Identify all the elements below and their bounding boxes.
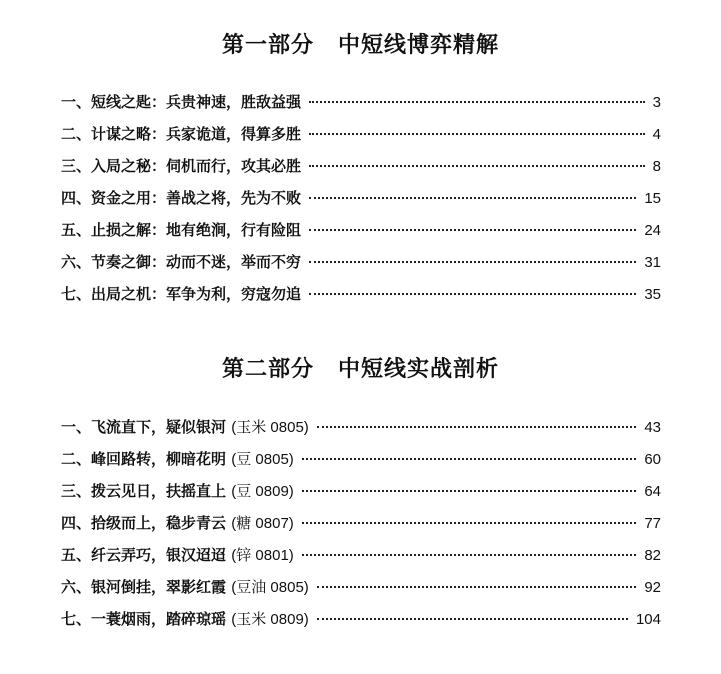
toc-entry-code: (豆 0809) [231, 483, 294, 500]
toc-entry[interactable] [61, 155, 661, 187]
part2-title: 中短线实战剖析 [338, 357, 500, 382]
toc-entry-title: 四、拾级而上，稳步青云 [61, 514, 227, 532]
toc-entry-page: 43 [644, 419, 661, 436]
toc-entry-label [61, 416, 309, 437]
leader-dots [317, 586, 637, 588]
toc-entry-label [61, 480, 294, 501]
part1-title: 中短线博弈精解 [338, 33, 500, 58]
toc-entry-title: 五、纤云弄巧，银汉迢迢 [61, 546, 227, 564]
toc-entry[interactable] [61, 544, 661, 576]
toc-entry-code: (锌 0801) [231, 547, 294, 564]
toc-entry-page: 92 [644, 579, 661, 596]
toc-entry-label: 七、出局之机：军争为利，穷寇勿追 [61, 285, 302, 303]
toc-entry-label [61, 608, 309, 629]
toc-entry[interactable] [61, 576, 661, 608]
toc-entry-title: 六、银河倒挂，翠影红霞 [61, 578, 227, 596]
toc-entry[interactable] [61, 416, 661, 448]
toc-entry[interactable] [61, 123, 661, 155]
toc-entry-page: 104 [635, 611, 661, 628]
leader-dots [309, 165, 645, 167]
part2-heading [0, 352, 721, 383]
toc-entry-label [61, 448, 294, 469]
toc-entry-title: 七、一蓑烟雨，踏碎琼瑶 [61, 610, 227, 628]
toc-entry-page: 15 [644, 190, 661, 207]
leader-dots [302, 490, 637, 492]
toc-entry-page: 82 [644, 547, 661, 564]
part1-heading [0, 28, 721, 59]
toc-entry-label [61, 544, 294, 565]
part1-label: 第一部分 [221, 33, 314, 58]
toc-entry-label [61, 576, 309, 597]
toc-entry-page: 31 [644, 254, 661, 271]
leader-dots [309, 229, 636, 231]
toc-entry-label: 五、止损之解：地有绝涧，行有险阻 [61, 221, 302, 239]
toc-entry-title: 三、拨云见日，扶摇直上 [61, 482, 227, 500]
toc-entry-label: 四、资金之用：善战之将，先为不败 [61, 189, 302, 207]
toc-entry-page: 4 [652, 126, 661, 143]
toc-entry[interactable] [61, 187, 661, 219]
toc-entry[interactable] [61, 448, 661, 480]
toc-entry-page: 8 [652, 158, 661, 175]
toc-entry[interactable] [61, 512, 661, 544]
toc-entry-title: 一、飞流直下，疑似银河 [61, 418, 227, 436]
toc-entry-page: 60 [644, 451, 661, 468]
toc-entry-page: 3 [652, 94, 661, 111]
toc-entry-title: 二、峰回路转，柳暗花明 [61, 450, 227, 468]
leader-dots [309, 261, 636, 263]
toc-entry[interactable] [61, 608, 661, 640]
toc-entry-label: 六、节奏之御：动而不迷，举而不穷 [61, 253, 302, 271]
toc-entry-code: (豆 0805) [231, 451, 294, 468]
toc-entry-page: 64 [644, 483, 661, 500]
leader-dots [309, 133, 645, 135]
toc-entry-label: 一、短线之匙：兵贵神速，胜敌益强 [61, 93, 302, 111]
leader-dots [317, 426, 637, 428]
leader-dots [302, 522, 637, 524]
leader-dots [302, 458, 637, 460]
leader-dots [302, 554, 637, 556]
toc-entry-code: (玉米 0809) [231, 611, 309, 628]
toc-entry-label: 二、计谋之略：兵家诡道，得算多胜 [61, 125, 302, 143]
toc-entry-code: (玉米 0805) [231, 419, 309, 436]
toc-entry[interactable] [61, 91, 661, 123]
toc-entry[interactable] [61, 283, 661, 315]
part2-toc-list [61, 416, 661, 640]
leader-dots [317, 618, 628, 620]
part2-label: 第二部分 [221, 357, 314, 382]
toc-entry[interactable] [61, 219, 661, 251]
part1-toc-list [61, 91, 661, 315]
leader-dots [309, 101, 645, 103]
leader-dots [309, 293, 636, 295]
toc-entry[interactable] [61, 480, 661, 512]
toc-entry-page: 24 [644, 222, 661, 239]
toc-entry-label [61, 512, 294, 533]
toc-entry-page: 77 [644, 515, 661, 532]
leader-dots [309, 197, 636, 199]
toc-entry-label: 三、入局之秘：伺机而行，攻其必胜 [61, 157, 302, 175]
toc-entry-page: 35 [644, 286, 661, 303]
toc-entry-code: (豆油 0805) [231, 579, 309, 596]
toc-entry-code: (糖 0807) [231, 515, 294, 532]
toc-entry[interactable] [61, 251, 661, 283]
